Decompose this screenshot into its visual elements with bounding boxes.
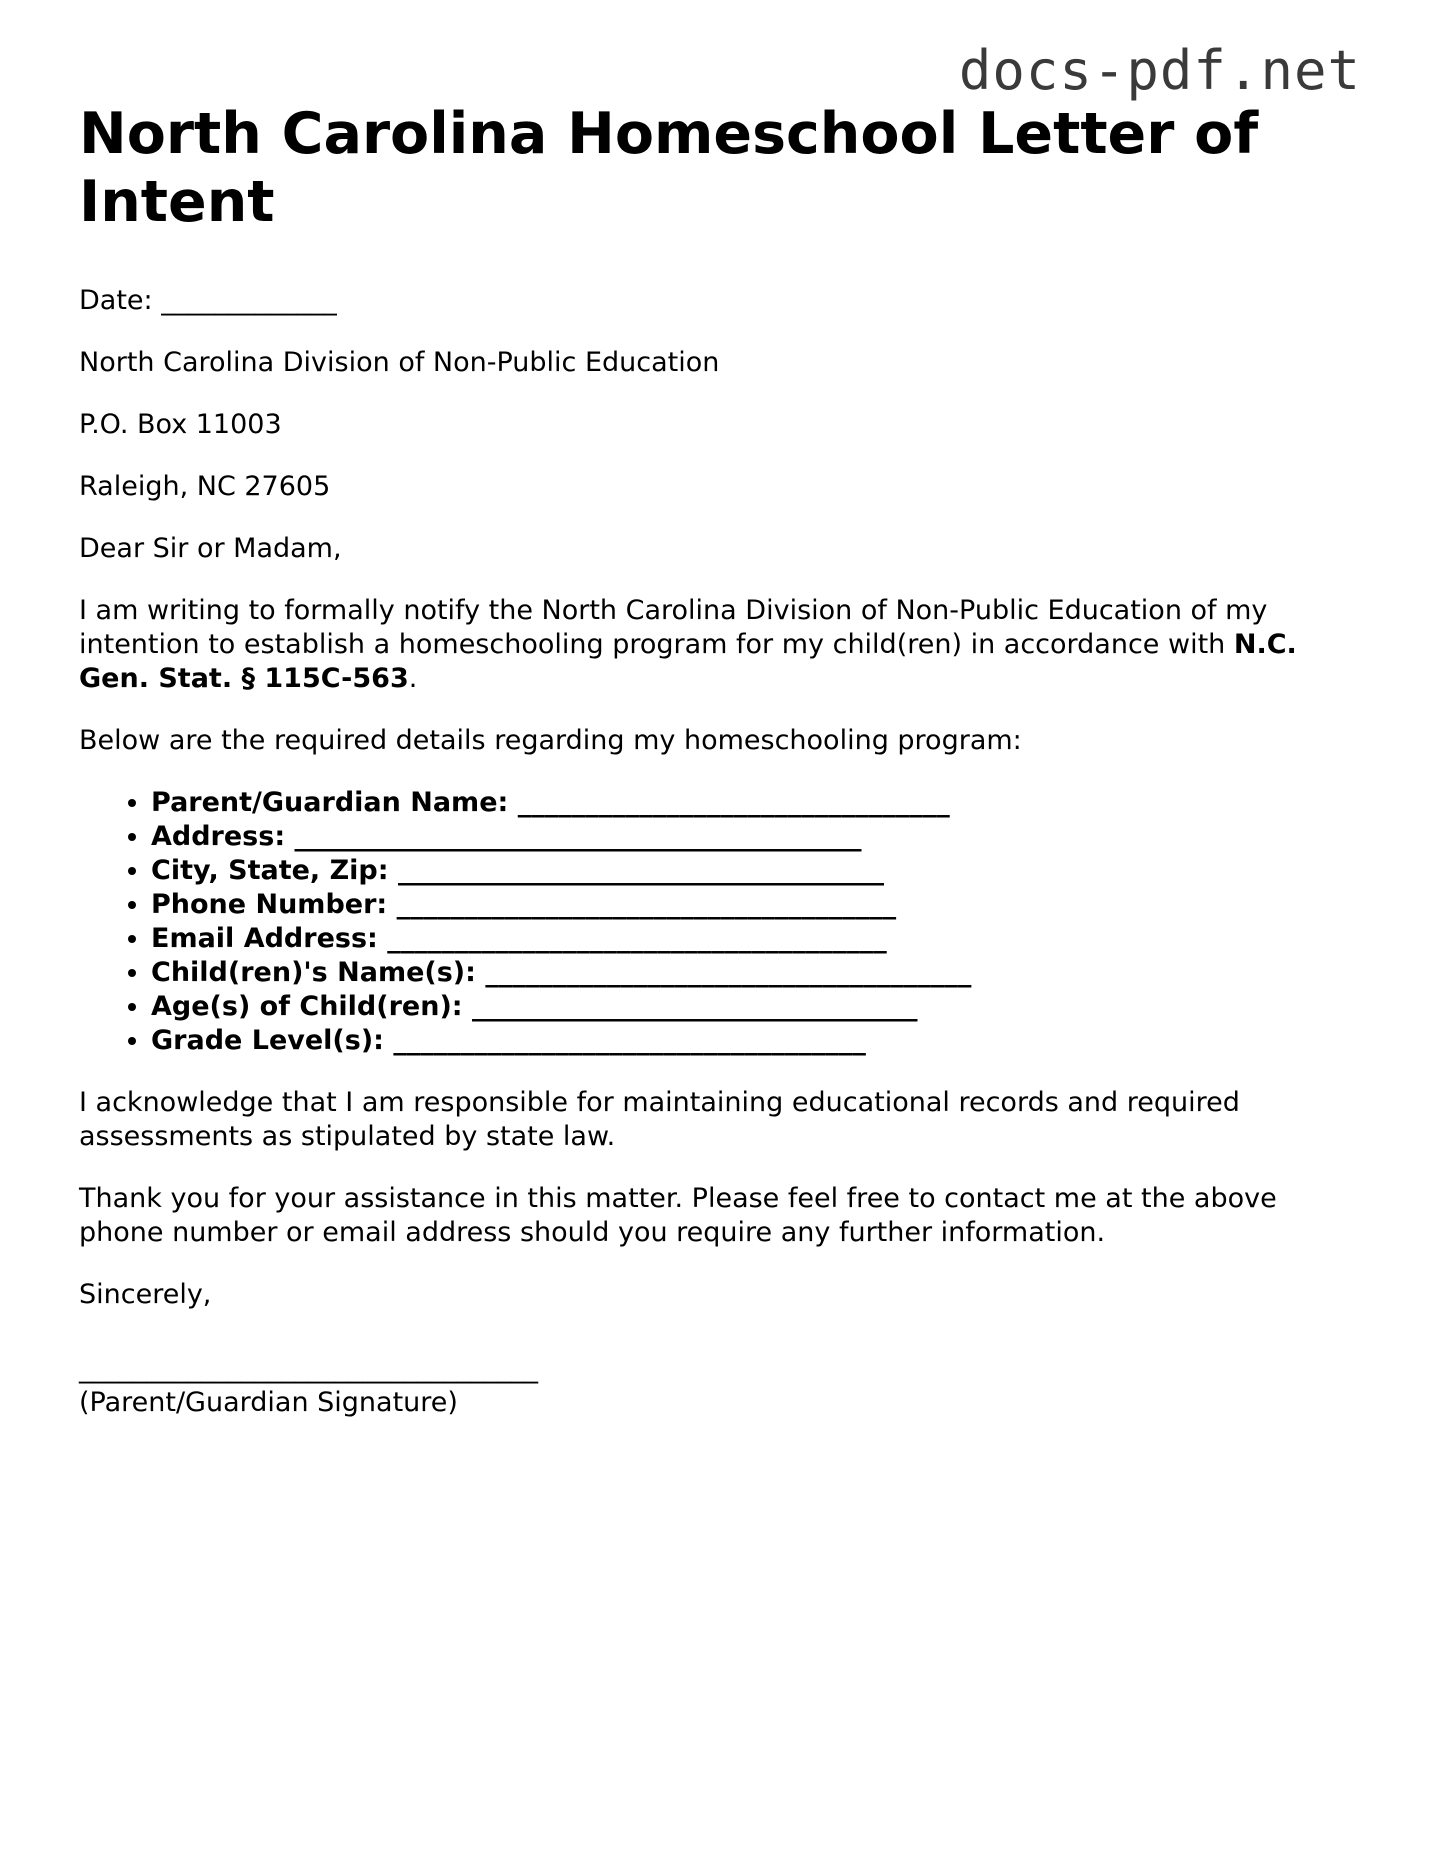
- signature-line: __________________________________: [79, 1353, 538, 1384]
- signature-block: [79, 1352, 1369, 1420]
- salutation: Dear Sir or Madam,: [79, 533, 342, 564]
- field-city-state-zip: • City, State, Zip: ____________________________________: [151, 854, 1369, 888]
- date-line: Date: _____________: [79, 285, 337, 316]
- details-intro: Below are the required details regarding my homeschooling program:: [79, 725, 1022, 756]
- closing: Sincerely,: [79, 1279, 212, 1310]
- recipient-name: North Carolina Division of Non-Public Education: [79, 347, 720, 378]
- letter-document: [79, 100, 1369, 1420]
- acknowledgment-paragraph: I acknowledge that I am responsible for maintaining educational records and required assessments as stipulated by state law.: [79, 1087, 1240, 1152]
- watermark: docs-pdf.net: [958, 39, 1361, 102]
- signature-label: (Parent/Guardian Signature): [79, 1387, 458, 1418]
- thanks-paragraph: Thank you for your assistance in this matter. Please feel free to contact me at the above phone number or email address should you require any further information.: [79, 1183, 1277, 1248]
- field-address: • Address: __________________________________________: [151, 820, 1369, 854]
- intro-paragraph: [79, 594, 1369, 696]
- intro-text: I am writing to formally notify the North Carolina Division of Non-Public Education of my intention to establish a homeschooling program for my child(ren) in accordance with: [79, 595, 1268, 660]
- recipient-city-state-zip: Raleigh, NC 27605: [79, 471, 331, 502]
- field-parent-guardian-name: • Parent/Guardian Name: ________________________________: [151, 786, 1369, 820]
- field-children-names: • Child(ren)'s Name(s): ____________________________________: [151, 956, 1369, 990]
- field-children-ages: • Age(s) of Child(ren): _________________________________: [151, 990, 1369, 1024]
- field-phone-number: • Phone Number: _____________________________________: [151, 888, 1369, 922]
- document-title: North Carolina Homeschool Letter of Intent: [79, 101, 1259, 235]
- recipient-po-box: P.O. Box 11003: [79, 409, 282, 440]
- intro-text-end: .: [408, 663, 418, 694]
- details-list: [79, 786, 1369, 1058]
- statute-reference: N.C. Gen. Stat. § 115C-563: [79, 629, 1297, 694]
- field-email-address: • Email Address: _____________________________________: [151, 922, 1369, 956]
- field-grade-levels: • Grade Level(s): ___________________________________: [151, 1024, 1369, 1058]
